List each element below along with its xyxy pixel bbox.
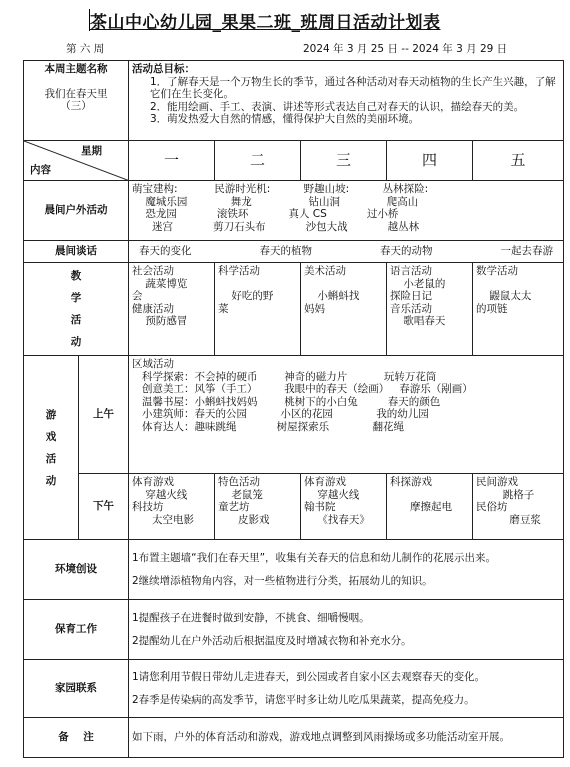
goal-item: 3．萌发热爱大自然的情感，懂得保护大自然的美丽环境。 [150,113,420,125]
game-label [24,356,79,540]
theme-label: 本周主题名称 [44,63,108,75]
game-pm-thu: 科探游戏 摩擦起电 [387,474,473,540]
teaching-thu: 语言活动 小老鼠的 探险日记 音乐活动 歌唱春天 [387,263,473,356]
header-weekday: 星期 [81,145,102,157]
theme-row [24,61,564,141]
week-label: 第 六 周 [66,43,105,55]
family-item: 2春季是传染病的高发季节，请您平时多让幼儿吃瓜果蔬菜，提高免疫力。 [132,693,475,706]
talk-item: 春天的植物 [259,245,312,258]
theme-cell [24,61,129,141]
day-thu: 四 [387,141,473,181]
teaching-row [24,263,564,356]
game-am-row [24,356,564,474]
game-pm-fri: 民间游戏 跳格子 民俗坊 磨豆浆 [473,474,564,540]
teaching-fri: 数学活动 鼹鼠太太 的项链 [473,263,564,356]
game-pm-label: 下午 [79,474,129,540]
talk-content [129,241,564,263]
plan-table [23,60,564,758]
game-label-char: 游 [45,408,57,421]
game-label-char: 戏 [45,430,57,443]
title-text: 茶山中心幼儿园_果果二班_班周日活动计划表 [90,13,441,33]
game-pm-mon: 体育游戏 穿越火线 科技坊 太空电影 [129,474,215,540]
talk-item: 一起去春游 [500,245,553,258]
theme-name: 我们在春天里 [44,87,108,100]
care-item: 2提醒幼儿在户外活动后根据温度及时增减衣物和补充水分。 [132,634,412,647]
talk-item: 春天的变化 [139,245,192,258]
teaching-tue: 科学活动 好吃的野 菜 [215,263,301,356]
day-fri: 五 [473,141,564,181]
header-content: 内容 [30,163,51,176]
teaching-wed: 美术活动 小蝌蚪找 妈妈 [301,263,387,356]
header-corner [24,141,129,181]
day-tue: 二 [215,141,301,181]
teaching-label-char: 活 [70,314,82,326]
teaching-label-char: 学 [70,292,82,304]
env-content [129,540,564,600]
family-row [24,660,564,718]
goals-cell [129,61,564,141]
outdoor-row [24,181,564,241]
game-pm-row [24,474,564,540]
teaching-mon: 社会活动 蔬菜博览 会 健康活动 预防感冒 [129,263,215,356]
goal-item: 2．能用绘画、手工、表演、讲述等形式表达自己对春天的认识，描绘春天的美。 [150,100,525,113]
remark-row [24,718,564,758]
env-label: 环境创设 [24,540,129,600]
day-mon: 一 [129,141,215,181]
care-item: 1提醒孩子在进餐时做到安静，不挑食、细嚼慢咽。 [132,612,370,624]
outdoor-content: 萌宝建构: 民游时光机: 野趣山坡: 丛林探险: 魔城乐园 舞龙 钻山洞 爬高山 恐龙园 滚铁环 真人 CS 过小桥 迷宫 剪刀石头布 沙包大战 越丛林 [129,181,564,241]
care-content [129,600,564,660]
remark-label: 备 注 [24,718,129,758]
teaching-label-char: 教 [70,270,82,282]
teaching-label [24,263,129,356]
game-am-label: 上午 [79,356,129,474]
game-label-char: 活 [45,452,57,465]
talk-label: 晨间谈话 [24,241,129,263]
care-row [24,600,564,660]
remark-content: 如下雨，户外的体育活动和游戏，游戏地点调整到风雨操场或多功能活动室开展。 [129,718,564,758]
date-range: 2024 年 3 月 25 日 -- 2024 年 3 月 29 日 [303,43,508,55]
teaching-label-char: 动 [70,336,82,348]
theme-part: （三） [60,100,92,112]
game-am-content: 区域活动 科学探索：不会掉的硬币 神奇的磁力片 玩转万花筒 创意美工：风筝（手工） 我眼中的春天（绘画） 春游乐（剐画） 温馨书屋：小蝌蚪找妈妈 桃树下的小白兔 春天的颜色 小建筑师：春天的公园 小区的花园 我的幼儿园 体育达人：趣味跳绳 树屋探索乐 翻花绳 [129,356,564,474]
talk-row [24,241,564,263]
family-item: 1请您利用节假日带幼儿走进春天，到公园或者自家小区去观察春天的变化。 [132,671,486,683]
env-row [24,540,564,600]
family-content [129,660,564,718]
care-label: 保育工作 [24,600,129,660]
header-row [24,141,564,181]
goals-title: 活动总目标： [132,63,195,75]
game-pm-wed: 体育游戏 穿越火线 翰书院 《找春天》 [301,474,387,540]
game-pm-tue: 特色活动 老鼠笼 童艺坊 皮影戏 [215,474,301,540]
page-title [0,6,570,34]
env-item: 2继续增添植物角内容，对一些植物进行分类，拓展幼儿的知识。 [132,574,433,587]
talk-item: 春天的动物 [380,245,433,258]
env-item: 1布置主题墙“我们在春天里”，收集有关春天的信息和幼儿制作的花展示出来。 [132,552,497,564]
outdoor-label: 晨间户外活动 [24,181,129,241]
goal-item: 1．了解春天是一个万物生长的季节，通过各种活动对春天动植物的生长产生兴趣，了解它们在生长变化。 [150,75,556,100]
family-label: 家园联系 [24,660,129,718]
game-label-char: 动 [45,474,57,487]
day-wed: 三 [301,141,387,181]
